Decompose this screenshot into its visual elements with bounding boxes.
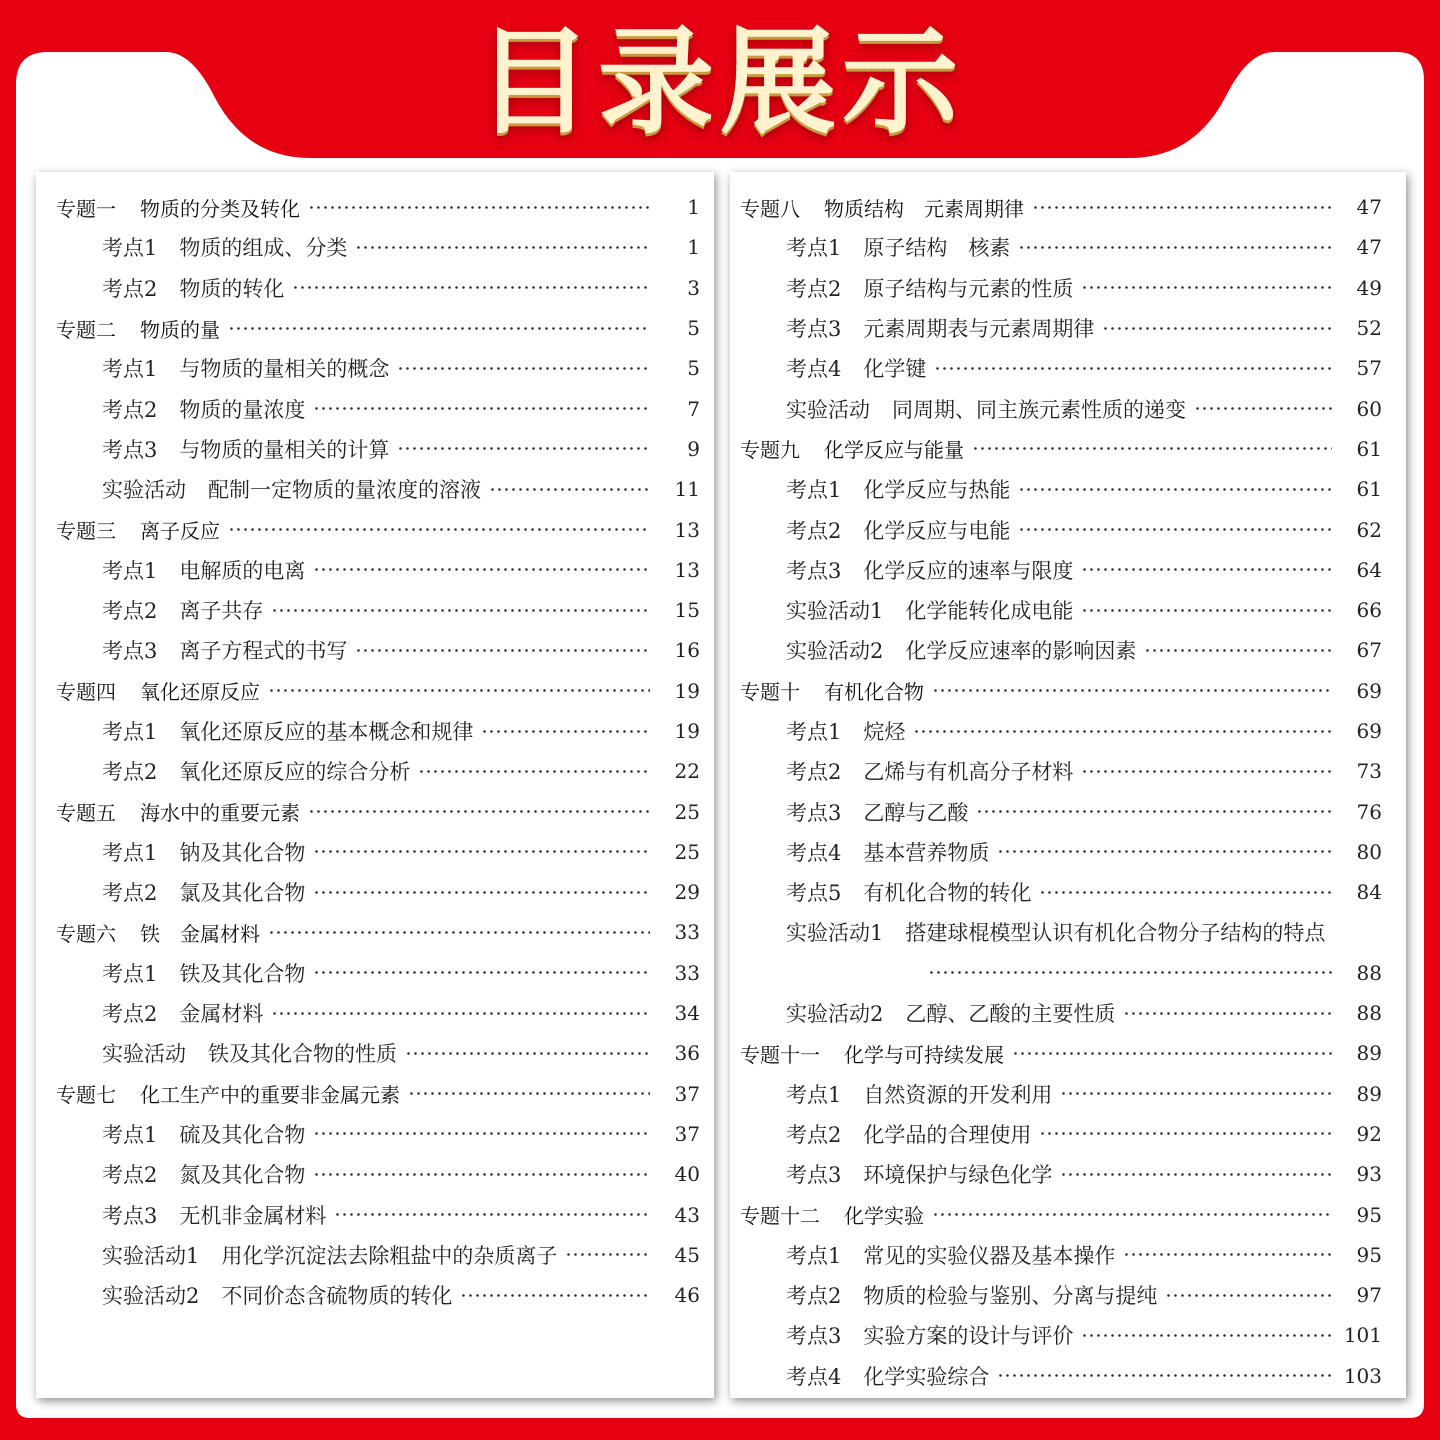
toc-entry-label: 专题八 (740, 196, 800, 221)
toc-entry[interactable] (730, 1235, 1406, 1275)
toc-entry[interactable] (730, 751, 1406, 791)
toc-chapter[interactable] (36, 671, 714, 711)
dot-leader (313, 1173, 650, 1176)
toc-chapter[interactable] (36, 187, 714, 227)
toc-entry-title: 自然资源的开发利用 (863, 1082, 1053, 1107)
toc-entry-page: 25 (674, 799, 700, 824)
toc-entry-title: 化学能转化成电能 (905, 599, 1074, 624)
dot-leader (1123, 1253, 1332, 1256)
toc-entry-label: 考点2 (786, 760, 842, 785)
toc-entry-label: 考点1 (786, 478, 842, 503)
dot-leader (271, 609, 650, 612)
toc-entry[interactable] (36, 550, 714, 590)
toc-entry-page: 37 (674, 1081, 700, 1106)
toc-entry-page: 9 (687, 436, 700, 461)
toc-entry[interactable] (36, 711, 714, 751)
toc-entry-label: 实验活动 (102, 1042, 186, 1067)
toc-entry[interactable] (730, 1275, 1406, 1315)
dot-leader (1081, 609, 1332, 612)
toc-entry[interactable] (730, 268, 1406, 308)
toc-entry-page: 33 (674, 960, 700, 985)
toc-entry-title: 常见的实验仪器及基本操作 (863, 1243, 1116, 1268)
toc-entry-label: 考点2 (102, 276, 158, 301)
toc-entry-title: 无机非金属材料 (179, 1203, 327, 1228)
toc-entry-title: 钠及其化合物 (179, 840, 306, 865)
toc-entry[interactable] (36, 1275, 714, 1315)
toc-entry-label: 考点3 (786, 1324, 842, 1349)
toc-entry[interactable] (730, 550, 1406, 590)
toc-entry-label: 考点2 (102, 397, 158, 422)
toc-entry-label: 实验活动2 (102, 1284, 200, 1309)
dot-leader (1081, 568, 1332, 571)
toc-entry-label: 考点3 (786, 800, 842, 825)
toc-entry[interactable] (36, 227, 714, 267)
toc-entry-page: 19 (674, 678, 700, 703)
toc-entry-page: 95 (1356, 1202, 1382, 1227)
toc-entry-label: 实验活动2 (786, 1002, 884, 1027)
toc-entry[interactable] (36, 469, 714, 509)
dot-leader (268, 689, 650, 692)
toc-entry-title: 海水中的重要元素 (140, 801, 300, 826)
toc-entry-label: 考点3 (786, 558, 842, 583)
dot-leader (928, 971, 1332, 974)
toc-entry-label: 专题七 (56, 1083, 116, 1108)
toc-entry-page: 1 (687, 195, 700, 220)
toc-entry[interactable] (36, 590, 714, 630)
toc-entry[interactable] (730, 630, 1406, 670)
toc-entry[interactable] (730, 509, 1406, 549)
dot-leader (397, 447, 650, 450)
toc-entry-label: 专题六 (56, 921, 116, 946)
toc-entry-label: 专题一 (56, 196, 116, 221)
toc-entry-continuation (730, 953, 1406, 993)
dot-leader (308, 810, 650, 813)
dot-leader (355, 649, 650, 652)
toc-entry-label: 考点2 (786, 276, 842, 301)
toc-entry-title: 金属材料 (179, 1002, 264, 1027)
toc-entry-label: 考点2 (102, 599, 158, 624)
toc-entry-title: 有机化合物 (824, 680, 924, 705)
toc-entry-label: 考点1 (102, 720, 158, 744)
toc-chapter[interactable] (36, 912, 714, 952)
toc-entry-label: 专题十二 (740, 1204, 820, 1229)
toc-entry-title: 物质的转化 (179, 276, 285, 301)
toc-entry-page: 16 (674, 638, 700, 663)
toc-entry[interactable] (36, 993, 714, 1033)
toc-chapter[interactable] (730, 1033, 1406, 1073)
toc-entry-page: 97 (1356, 1283, 1382, 1308)
dot-leader (418, 770, 650, 773)
dot-leader (228, 327, 650, 330)
toc-entry-page: 101 (1343, 1323, 1382, 1348)
dot-leader (405, 1052, 650, 1055)
toc-entry-page: 69 (1356, 719, 1382, 743)
toc-entry-title: 元素周期表与元素周期律 (863, 317, 1095, 342)
toc-entry-title: 物质的检验与鉴别、分离与提纯 (863, 1284, 1158, 1309)
toc-entry-label: 专题十一 (740, 1042, 820, 1067)
dot-leader (1018, 246, 1332, 249)
toc-entry-label: 专题三 (56, 519, 116, 544)
dot-leader (313, 850, 650, 853)
toc-entry-label: 考点4 (786, 1364, 842, 1389)
dot-leader (1039, 1132, 1332, 1135)
toc-entry-title: 化学反应与能量 (824, 438, 964, 463)
toc-entry-title: 与物质的量相关的概念 (179, 357, 390, 382)
toc-entry-title: 乙醇与乙酸 (863, 800, 969, 825)
dot-leader (228, 528, 650, 531)
toc-entry-page: 29 (674, 880, 700, 905)
dot-leader (932, 1213, 1332, 1216)
dot-leader (308, 206, 650, 209)
toc-entry[interactable] (36, 1235, 714, 1275)
toc-entry-title: 电解质的电离 (179, 558, 306, 583)
toc-entry[interactable] (36, 1194, 714, 1234)
toc-entry-title: 铁 金属材料 (140, 921, 260, 946)
toc-entry[interactable] (36, 429, 714, 469)
toc-entry[interactable] (730, 348, 1406, 388)
toc-entry-page: 92 (1356, 1121, 1382, 1146)
toc-entry-page: 88 (1356, 1001, 1382, 1026)
toc-entry-title: 物质结构 元素周期律 (824, 196, 1024, 221)
toc-entry[interactable] (730, 711, 1406, 751)
toc-entry-page: 5 (687, 356, 700, 381)
toc-entry-title: 氧化还原反应的综合分析 (179, 760, 411, 785)
toc-entry[interactable] (730, 1154, 1406, 1194)
toc-entry-page: 61 (1356, 477, 1382, 502)
dot-leader (313, 971, 650, 974)
toc-entry-page: 37 (674, 1121, 700, 1146)
toc-list-right (730, 187, 1406, 1396)
dot-leader (972, 447, 1332, 450)
toc-entry-label: 考点1 (786, 1082, 842, 1107)
toc-entry-page: 3 (687, 275, 700, 300)
toc-entry[interactable] (730, 1074, 1406, 1114)
toc-entry-title: 硫及其化合物 (179, 1122, 306, 1147)
toc-entry-label: 考点2 (786, 1284, 842, 1309)
toc-entry[interactable] (730, 308, 1406, 348)
toc-entry-label: 专题九 (740, 438, 800, 463)
dot-leader (997, 1374, 1332, 1377)
toc-entry-title: 化学反应与电能 (863, 518, 1011, 543)
toc-entry[interactable] (36, 348, 714, 388)
toc-entry-title: 化学反应的速率与限度 (863, 558, 1074, 583)
toc-entry-label: 考点2 (102, 760, 158, 785)
toc-entry-title: 配制一定物质的量浓度的溶液 (208, 478, 481, 503)
toc-entry-label: 考点3 (786, 1163, 842, 1188)
toc-entry-label: 实验活动1 (102, 1243, 200, 1268)
toc-entry-page: 60 (1356, 396, 1382, 421)
toc-entry-title: 环境保护与绿色化学 (863, 1163, 1053, 1188)
toc-entry-title: 化学品的合理使用 (863, 1122, 1032, 1147)
toc-entry-label: 考点3 (102, 1203, 158, 1228)
toc-chapter[interactable] (730, 671, 1406, 711)
toc-entry-label: 实验活动1 (786, 921, 884, 946)
toc-entry-label: 考点2 (102, 881, 158, 906)
dot-leader (313, 407, 650, 410)
dot-leader (1165, 1294, 1332, 1297)
toc-entry-title: 有机化合物的转化 (863, 881, 1032, 906)
toc-entry[interactable] (730, 227, 1406, 267)
toc-entry-label: 考点5 (786, 881, 842, 906)
toc-entry[interactable] (730, 791, 1406, 831)
dot-leader (313, 568, 650, 571)
toc-entry-page: 88 (1356, 960, 1382, 985)
toc-entry-page: 5 (687, 316, 700, 341)
toc-entry-page: 89 (1356, 1041, 1382, 1066)
toc-chapter[interactable] (36, 509, 714, 549)
dot-leader (1081, 1334, 1332, 1337)
toc-entry-page: 80 (1356, 839, 1382, 864)
toc-entry[interactable] (730, 912, 1406, 952)
toc-entry[interactable] (730, 993, 1406, 1033)
toc-entry-label: 考点1 (102, 1122, 158, 1147)
dot-leader (1060, 1173, 1332, 1176)
toc-entry-title: 原子结构 核素 (863, 236, 1011, 261)
toc-entry-page: 66 (1356, 598, 1382, 623)
toc-entry-label: 考点4 (786, 840, 842, 865)
toc-entry-title: 基本营养物质 (863, 840, 990, 865)
toc-entry-page: 49 (1356, 275, 1382, 300)
toc-entry-title: 铁及其化合物的性质 (208, 1042, 397, 1067)
toc-entry-label: 实验活动1 (786, 599, 884, 624)
dot-leader (565, 1253, 650, 1256)
toc-entry-title: 乙醇、乙酸的主要性质 (905, 1002, 1116, 1027)
toc-entry[interactable] (36, 1154, 714, 1194)
dot-leader (997, 850, 1332, 853)
toc-entry-page: 25 (674, 839, 700, 864)
toc-panel-left (36, 172, 714, 1398)
toc-entry-title: 化工生产中的重要非金属元素 (140, 1083, 400, 1108)
toc-entry-label: 考点3 (102, 639, 158, 664)
toc-entry-title: 用化学沉淀法去除粗盐中的杂质离子 (221, 1243, 558, 1268)
toc-entry[interactable] (36, 751, 714, 791)
toc-entry-page: 76 (1356, 799, 1382, 824)
toc-entry-page: 93 (1356, 1162, 1382, 1187)
toc-entry-label: 考点3 (786, 317, 842, 342)
toc-entry-page: 13 (674, 557, 700, 582)
toc-entry-page: 43 (674, 1202, 700, 1227)
dot-leader (1081, 770, 1332, 773)
toc-entry-label: 考点1 (786, 720, 842, 744)
toc-entry-label: 考点1 (786, 236, 842, 261)
toc-entry-label: 考点2 (102, 1002, 158, 1027)
toc-entry-title: 物质的分类及转化 (140, 196, 300, 221)
toc-entry-page: 11 (674, 477, 700, 502)
toc-entry[interactable] (730, 872, 1406, 912)
dot-leader (913, 730, 1332, 733)
toc-entry-title: 化学实验 (844, 1204, 924, 1229)
toc-entry-title: 乙烯与有机高分子材料 (863, 760, 1074, 785)
toc-entry-page: 52 (1356, 316, 1382, 341)
toc-chapter[interactable] (36, 308, 714, 348)
toc-entry-title: 离子方程式的书写 (179, 639, 348, 664)
toc-entry[interactable] (730, 388, 1406, 428)
toc-entry-page: 57 (1356, 356, 1382, 381)
toc-entry-title: 氮及其化合物 (179, 1163, 306, 1188)
dot-leader (268, 931, 650, 934)
toc-entry[interactable] (730, 1114, 1406, 1154)
dot-leader (934, 367, 1332, 370)
toc-entry-label: 专题五 (56, 801, 116, 826)
toc-entry-title: 化学键 (863, 357, 927, 382)
toc-entry-label: 考点3 (102, 437, 158, 462)
toc-entry-label: 实验活动 (102, 478, 186, 503)
toc-entry-page: 62 (1356, 517, 1382, 542)
dot-leader (1032, 206, 1332, 209)
toc-entry-label: 考点1 (102, 357, 158, 382)
toc-entry[interactable] (36, 630, 714, 670)
toc-entry-page: 19 (674, 719, 700, 743)
toc-entry[interactable] (36, 832, 714, 872)
toc-entry-page: 103 (1343, 1363, 1382, 1388)
toc-entry-page: 13 (674, 517, 700, 542)
toc-entry-label: 专题十 (740, 680, 800, 705)
dot-leader (397, 367, 650, 370)
toc-entry-label: 专题四 (56, 680, 116, 705)
toc-entry-label: 考点1 (102, 961, 158, 986)
toc-entry-page: 7 (687, 396, 700, 421)
toc-entry-label: 实验活动2 (786, 639, 884, 664)
toc-entry-label: 考点2 (786, 518, 842, 543)
toc-chapter[interactable] (730, 429, 1406, 469)
toc-entry-page: 73 (1356, 759, 1382, 784)
toc-list-left (36, 187, 714, 1315)
toc-entry-page: 84 (1356, 880, 1382, 905)
toc-entry-title: 搭建球棍模型认识有机化合物分子结构的特点 (905, 921, 1326, 946)
toc-entry[interactable] (36, 268, 714, 308)
toc-entry-page: 61 (1356, 436, 1382, 461)
dot-leader (408, 1092, 650, 1095)
dot-leader (976, 810, 1332, 813)
toc-entry-title: 同周期、同主族元素性质的递变 (892, 397, 1186, 422)
toc-entry-title: 不同价态含硫物质的转化 (221, 1284, 453, 1309)
toc-entry-label: 专题二 (56, 317, 116, 342)
toc-entry-page: 40 (674, 1162, 700, 1187)
toc-entry-page: 33 (674, 920, 700, 945)
dot-leader (1018, 488, 1332, 491)
dot-leader (481, 730, 650, 733)
dot-leader (313, 891, 650, 894)
dot-leader (1081, 286, 1332, 289)
toc-entry-title: 化学反应速率的影响因素 (905, 639, 1137, 664)
toc-entry-page: 22 (674, 759, 700, 784)
toc-entry-title: 氧化还原反应 (140, 680, 260, 705)
toc-chapter[interactable] (730, 187, 1406, 227)
toc-entry-label: 考点4 (786, 357, 842, 382)
toc-entry[interactable] (36, 1114, 714, 1154)
toc-entry-title: 物质的量 (140, 317, 220, 342)
toc-entry-page: 36 (674, 1041, 700, 1066)
toc-entry-title: 烷烃 (863, 720, 906, 744)
dot-leader (932, 689, 1332, 692)
toc-entry[interactable] (36, 872, 714, 912)
toc-entry-label: 考点1 (102, 558, 158, 583)
toc-entry-title: 化学与可持续发展 (844, 1042, 1004, 1067)
dot-leader (292, 286, 650, 289)
toc-entry-page: 45 (674, 1242, 700, 1267)
toc-entry-page: 15 (674, 598, 700, 623)
toc-entry[interactable] (730, 590, 1406, 630)
toc-entry-page: 67 (1356, 638, 1382, 663)
dot-leader (1060, 1092, 1332, 1095)
toc-entry-page: 34 (674, 1001, 700, 1026)
toc-entry-label: 考点2 (102, 1163, 158, 1188)
toc-panel-right (730, 172, 1406, 1398)
dot-leader (313, 1132, 650, 1135)
toc-entry-label: 考点1 (102, 840, 158, 865)
page-title: 目录展示 (476, 15, 964, 150)
dot-leader (1012, 1052, 1332, 1055)
toc-entry-page: 47 (1356, 195, 1382, 220)
toc-entry[interactable] (730, 1356, 1406, 1396)
toc-entry-title: 氧化还原反应的基本概念和规律 (179, 720, 474, 744)
toc-entry-title: 化学反应与热能 (863, 478, 1011, 503)
toc-entry-title: 物质的组成、分类 (179, 236, 348, 261)
toc-entry-title: 原子结构与元素的性质 (863, 276, 1074, 301)
dot-leader (1194, 407, 1332, 410)
toc-chapter[interactable] (36, 791, 714, 831)
toc-entry-page: 69 (1356, 678, 1382, 703)
toc-entry-label: 考点1 (786, 1243, 842, 1268)
dot-leader (1102, 327, 1332, 330)
toc-entry-label: 实验活动 (786, 397, 870, 422)
dot-leader (1018, 528, 1332, 531)
toc-entry-title: 物质的量浓度 (179, 397, 306, 422)
toc-entry-page: 47 (1356, 235, 1382, 260)
dot-leader (1039, 891, 1332, 894)
toc-entry-title: 铁及其化合物 (179, 961, 306, 986)
toc-entry-title: 化学实验综合 (863, 1364, 990, 1389)
dot-leader (489, 488, 650, 491)
toc-entry-label: 考点2 (786, 1122, 842, 1147)
toc-entry-title: 实验方案的设计与评价 (863, 1324, 1074, 1349)
toc-entry[interactable] (730, 1315, 1406, 1355)
toc-chapter[interactable] (36, 1074, 714, 1114)
toc-entry-page: 1 (687, 235, 700, 260)
toc-entry[interactable] (36, 953, 714, 993)
dot-leader (1144, 649, 1332, 652)
dot-leader (271, 1012, 650, 1015)
toc-entry-title: 氯及其化合物 (179, 881, 306, 906)
dot-leader (334, 1213, 650, 1216)
toc-entry[interactable] (730, 832, 1406, 872)
toc-entry[interactable] (730, 469, 1406, 509)
toc-entry-page: 89 (1356, 1081, 1382, 1106)
toc-entry-page: 64 (1356, 557, 1382, 582)
toc-chapter[interactable] (730, 1194, 1406, 1234)
toc-entry-title: 与物质的量相关的计算 (179, 437, 390, 462)
toc-entry-title: 离子反应 (140, 519, 220, 544)
toc-entry-page: 46 (674, 1283, 700, 1308)
toc-entry-title: 离子共存 (179, 599, 264, 624)
toc-entry[interactable] (36, 388, 714, 428)
toc-entry[interactable] (36, 1033, 714, 1073)
dot-leader (1123, 1012, 1332, 1015)
dot-leader (355, 246, 650, 249)
dot-leader (460, 1294, 650, 1297)
toc-entry-label: 考点1 (102, 236, 158, 261)
toc-entry-page: 95 (1356, 1242, 1382, 1267)
